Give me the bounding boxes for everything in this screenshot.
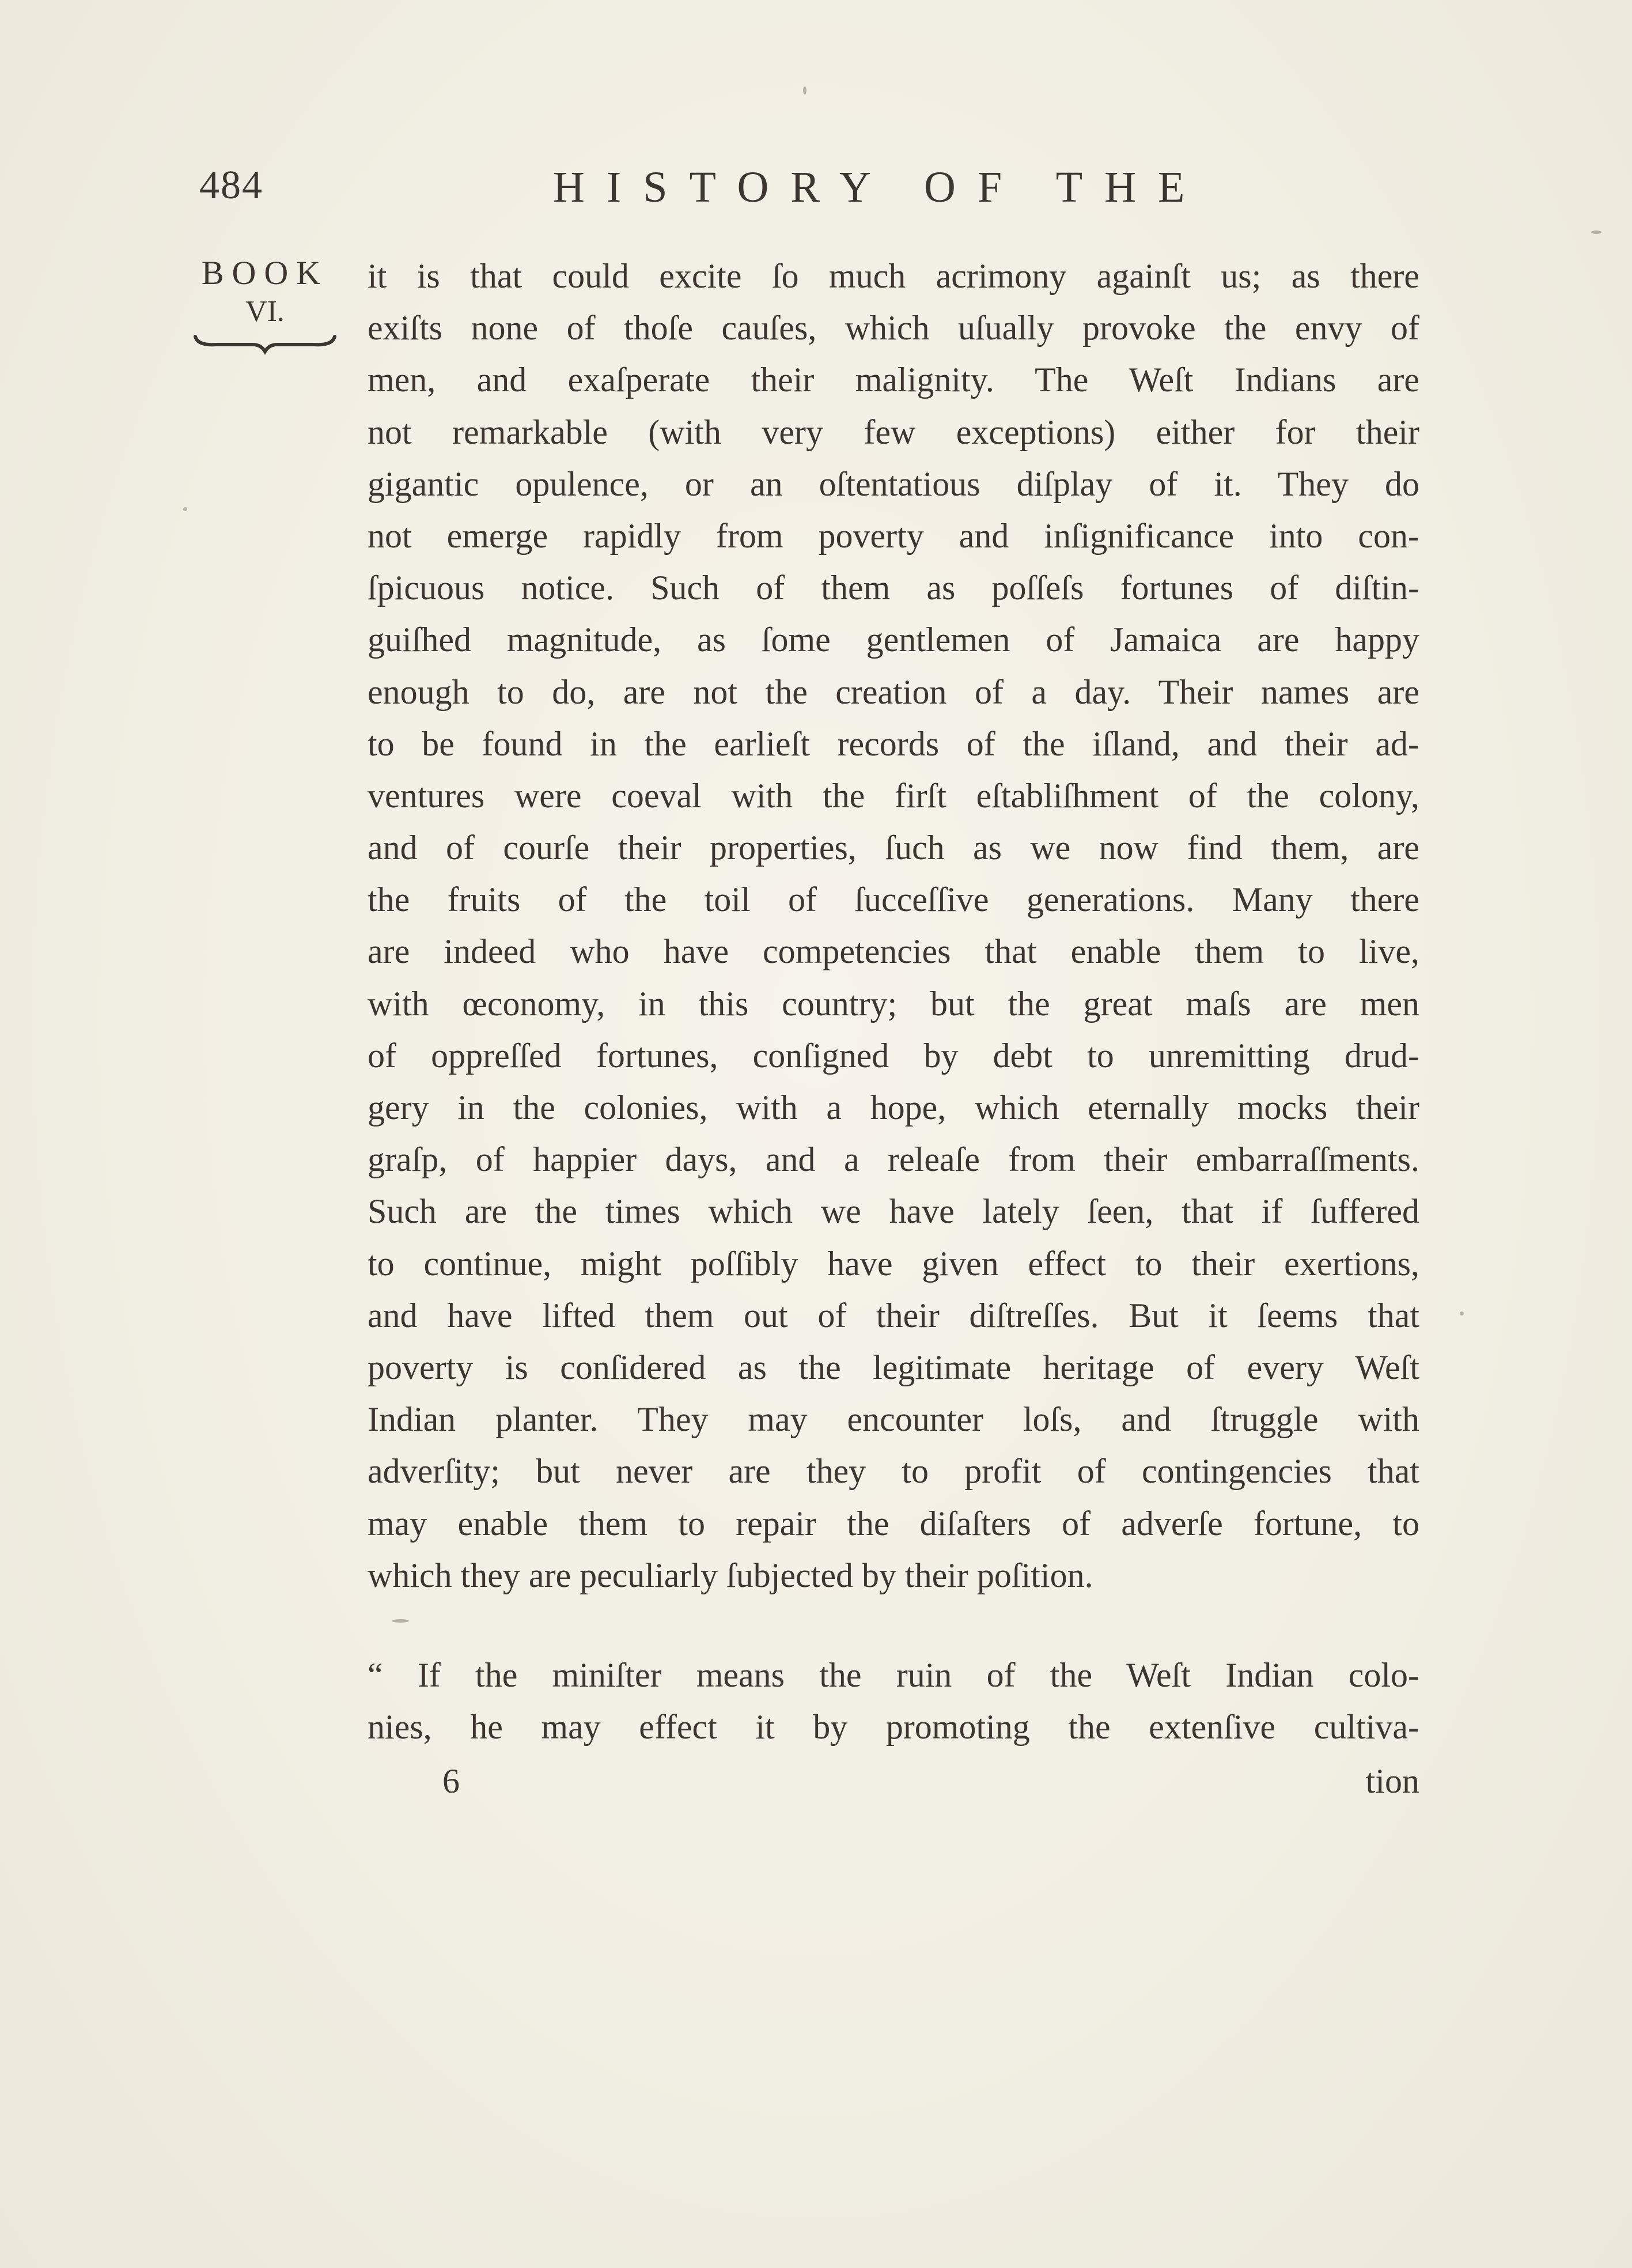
text-line: and have lifted them out of their diſtreſſes. But it ſeems that	[368, 1296, 1419, 1335]
paper-speck	[1591, 230, 1601, 234]
text-line: with œconomy, in this country; but the great maſs are men	[368, 984, 1419, 1023]
text-line: not remarkable (with very few exceptions) either for their	[368, 413, 1419, 451]
text-line: ſpicuous notice. Such of them as poſſeſs fortunes of diſtin-	[368, 569, 1419, 607]
paper-speck	[392, 1619, 409, 1623]
text-line: nies, he may effect it by promoting the extenſive cultiva-	[368, 1708, 1419, 1747]
footer-line	[368, 1755, 1419, 1807]
text-line: ventures were coeval with the firſt eſtabliſhment of the colony,	[368, 776, 1419, 815]
text-line: and of courſe their properties, ſuch as we now find them, are	[368, 829, 1419, 867]
brace-ornament	[193, 332, 337, 355]
text-line: gery in the colonies, with a hope, which eternally mocks their	[368, 1088, 1419, 1127]
text-line: not emerge rapidly from poverty and inſignificance into con-	[368, 516, 1419, 555]
text-line: exiſts none of thoſe cauſes, which uſually provoke the envy of	[368, 309, 1419, 347]
text-line: may enable them to repair the diſaſters of adverſe fortune, to	[368, 1504, 1419, 1543]
text-line: gigantic opulence, or an oſtentatious diſplay of it. They do	[368, 464, 1419, 503]
running-head: HISTORY OF THE	[553, 163, 1207, 211]
paragraph-2	[368, 1649, 1419, 1753]
signature-mark: 6	[442, 1762, 460, 1800]
book-number: VI.	[245, 295, 285, 328]
text-line: which they are peculiarly ſubjected by their poſition.	[368, 1556, 1093, 1594]
text-line: to be found in the earlieſt records of the iſland, and their ad-	[368, 724, 1419, 763]
text-line: enough to do, are not the creation of a day. Their names are	[368, 672, 1419, 711]
text-line: of oppreſſed fortunes, conſigned by debt to unremitting drud-	[368, 1036, 1419, 1075]
text-line: “ If the miniſter means the ruin of the Weſt Indian colo-	[368, 1656, 1419, 1694]
page-number: 484	[199, 163, 263, 207]
paper-speck	[803, 86, 806, 94]
catchword: tion	[1365, 1762, 1419, 1800]
text-line: poverty is conſidered as the legitimate heritage of every Weſt	[368, 1348, 1419, 1386]
book-label: BOOK	[201, 254, 329, 292]
margin-note	[190, 254, 340, 355]
paper-speck	[1460, 1311, 1464, 1316]
text-line: are indeed who have competencies that enable them to live,	[368, 932, 1419, 971]
text-line: adverſity; but never are they to profit of contingencies that	[368, 1452, 1419, 1491]
text-line: Such are the times which we have lately ſeen, that if ſuffered	[368, 1192, 1419, 1231]
paragraph-1	[368, 250, 1419, 1601]
text-line: to continue, might poſſibly have given effect to their exertions,	[368, 1244, 1419, 1283]
text-line: men, and exaſperate their malignity. The Weſt Indians are	[368, 361, 1419, 399]
text-line: it is that could excite ſo much acrimony againſt us; as there	[368, 257, 1419, 295]
paper-speck	[183, 507, 187, 511]
text-line: Indian planter. They may encounter loſs, and ſtruggle with	[368, 1400, 1419, 1439]
text-line: graſp, of happier days, and a releaſe from their embarraſſments.	[368, 1140, 1419, 1179]
text-line: guiſhed magnitude, as ſome gentlemen of Jamaica are happy	[368, 621, 1419, 659]
text-line: the fruits of the toil of ſucceſſive generations. Many there	[368, 880, 1419, 919]
